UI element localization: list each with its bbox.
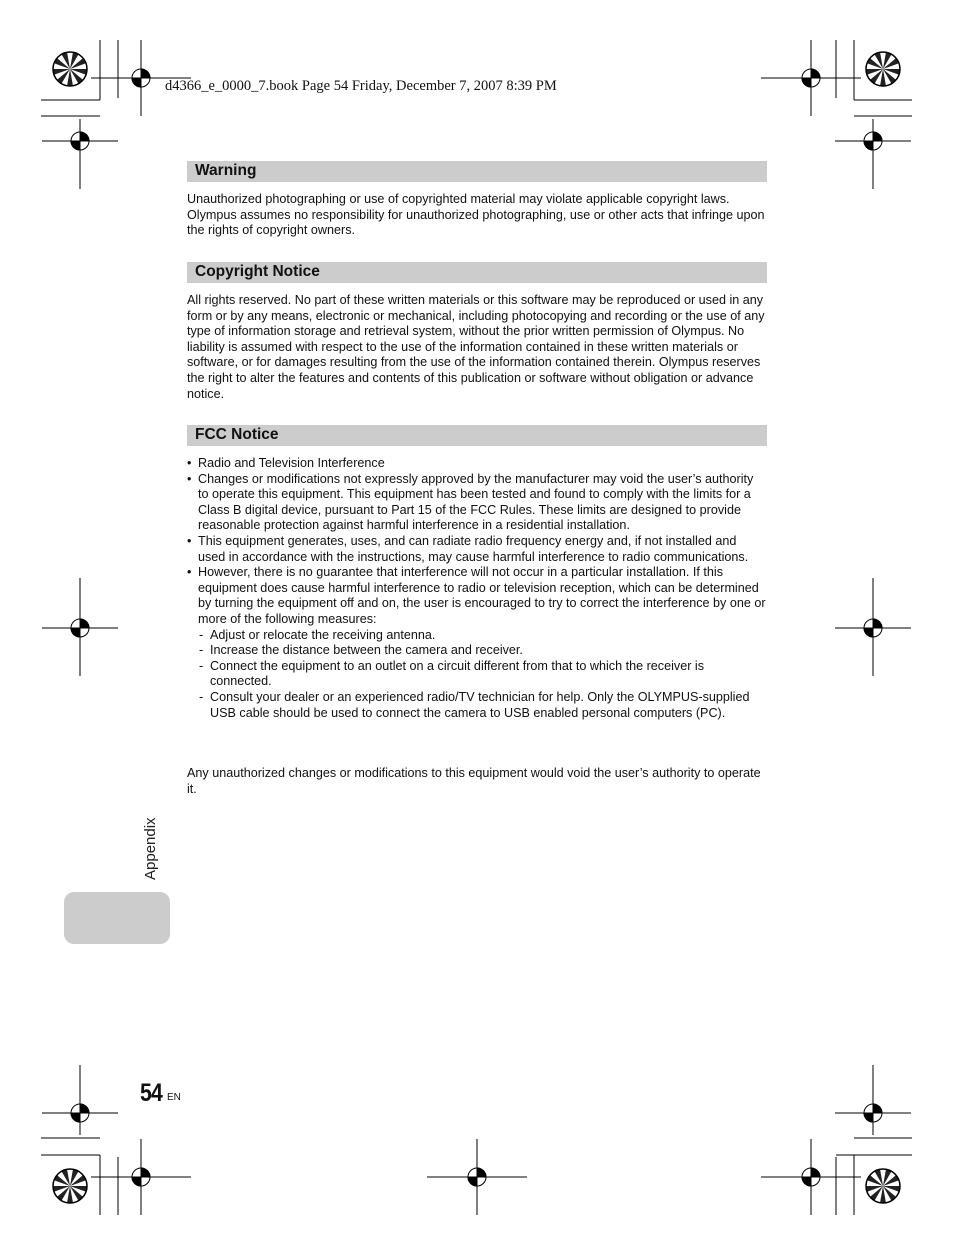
fcc-bullet-item: • This equipment generates, uses, and can radiate radio frequency energy and, if not installed and used in accordance with the instructions, may cause harmful interference to radio communications. xyxy=(187,534,767,565)
fcc-bullet-item xyxy=(187,565,767,721)
registration-mark xyxy=(835,1065,911,1135)
star-target-mark xyxy=(53,52,87,86)
fcc-bullet-item: • Radio and Television Interference xyxy=(187,456,767,472)
appendix-side-tab xyxy=(64,892,170,944)
fcc-section-header xyxy=(187,425,767,446)
star-target-mark xyxy=(53,1169,87,1203)
fcc-closing-text: Any unauthorized changes or modifications to this equipment would void the user’s authority to operate it. xyxy=(187,766,761,796)
registration-mark xyxy=(42,1065,118,1135)
appendix-side-label: Appendix xyxy=(142,817,159,880)
warning-body: Unauthorized photographing or use of copyrighted material may violate applicable copyright laws. Olympus assumes no responsibility for unauthorized photographing, use or other acts that infringe upon the rights of copyright owners. xyxy=(187,192,765,238)
book-info-header: d4366_e_0000_7.book Page 54 Friday, December 7, 2007 8:39 PM xyxy=(165,78,557,94)
registration-mark xyxy=(761,40,861,116)
fcc-measures-list xyxy=(198,628,767,722)
registration-mark xyxy=(91,1139,191,1215)
warning-title: Warning xyxy=(195,162,257,179)
registration-mark xyxy=(761,1139,861,1215)
registration-mark xyxy=(427,1139,527,1215)
registration-mark xyxy=(42,578,118,676)
registration-mark xyxy=(835,578,911,676)
copyright-section-header xyxy=(187,262,767,283)
fcc-measure-item: - Consult your dealer or an experienced radio/TV technician for help. Only the OLYMPUS-supplied USB cable should be used to connect the camera to USB enabled personal computers (PC). xyxy=(198,690,767,721)
warning-section-header xyxy=(187,161,767,182)
registration-mark xyxy=(42,119,118,189)
fcc-measure-item: - Adjust or relocate the receiving antenna. xyxy=(198,628,767,644)
copyright-body: All rights reserved. No part of these written materials or this software may be reproduced or used in any form or by any means, electronic or mechanical, including photocopying and recording or the use of any type of information storage and retrieval system, without the prior written permission of Olympus. No liability is assumed with respect to the use of the information contained in these written materials or software, or for damages resulting from the use of the information contained therein. Olympus reserves the right to alter the features and contents of this publication or software without obligation or advance notice. xyxy=(187,293,765,401)
star-target-mark xyxy=(866,52,900,86)
fcc-bullet-item: • Changes or modifications not expressly approved by the manufacturer may void the user’s authority to operate this equipment. This equipment has been tested and found to comply with the limits for a Class B digital device, pursuant to Part 15 of the FCC Rules. These limits are designed to provide reasonable protection against harmful interference in a residential installation. xyxy=(187,472,767,534)
page-language: EN xyxy=(167,1092,181,1103)
fcc-bullet-list xyxy=(187,456,767,721)
page-number: 54 xyxy=(140,1079,162,1107)
fcc-measure-item: - Increase the distance between the camera and receiver. xyxy=(198,643,767,659)
fcc-bullet-text: • However, there is no guarantee that interference will not occur in a particular installation. If this equipment does cause harmful interference to radio or television reception, which can be determined by turning the equipment off and on, the user is encouraged to try to correct the interference by one or more of the following measures: xyxy=(198,565,766,626)
fcc-measure-item: - Connect the equipment to an outlet on a circuit different from that to which the receiver is connected. xyxy=(198,659,767,690)
registration-mark xyxy=(835,119,911,189)
fcc-title: FCC Notice xyxy=(195,426,279,443)
star-target-mark xyxy=(866,1169,900,1203)
copyright-title: Copyright Notice xyxy=(195,263,320,280)
